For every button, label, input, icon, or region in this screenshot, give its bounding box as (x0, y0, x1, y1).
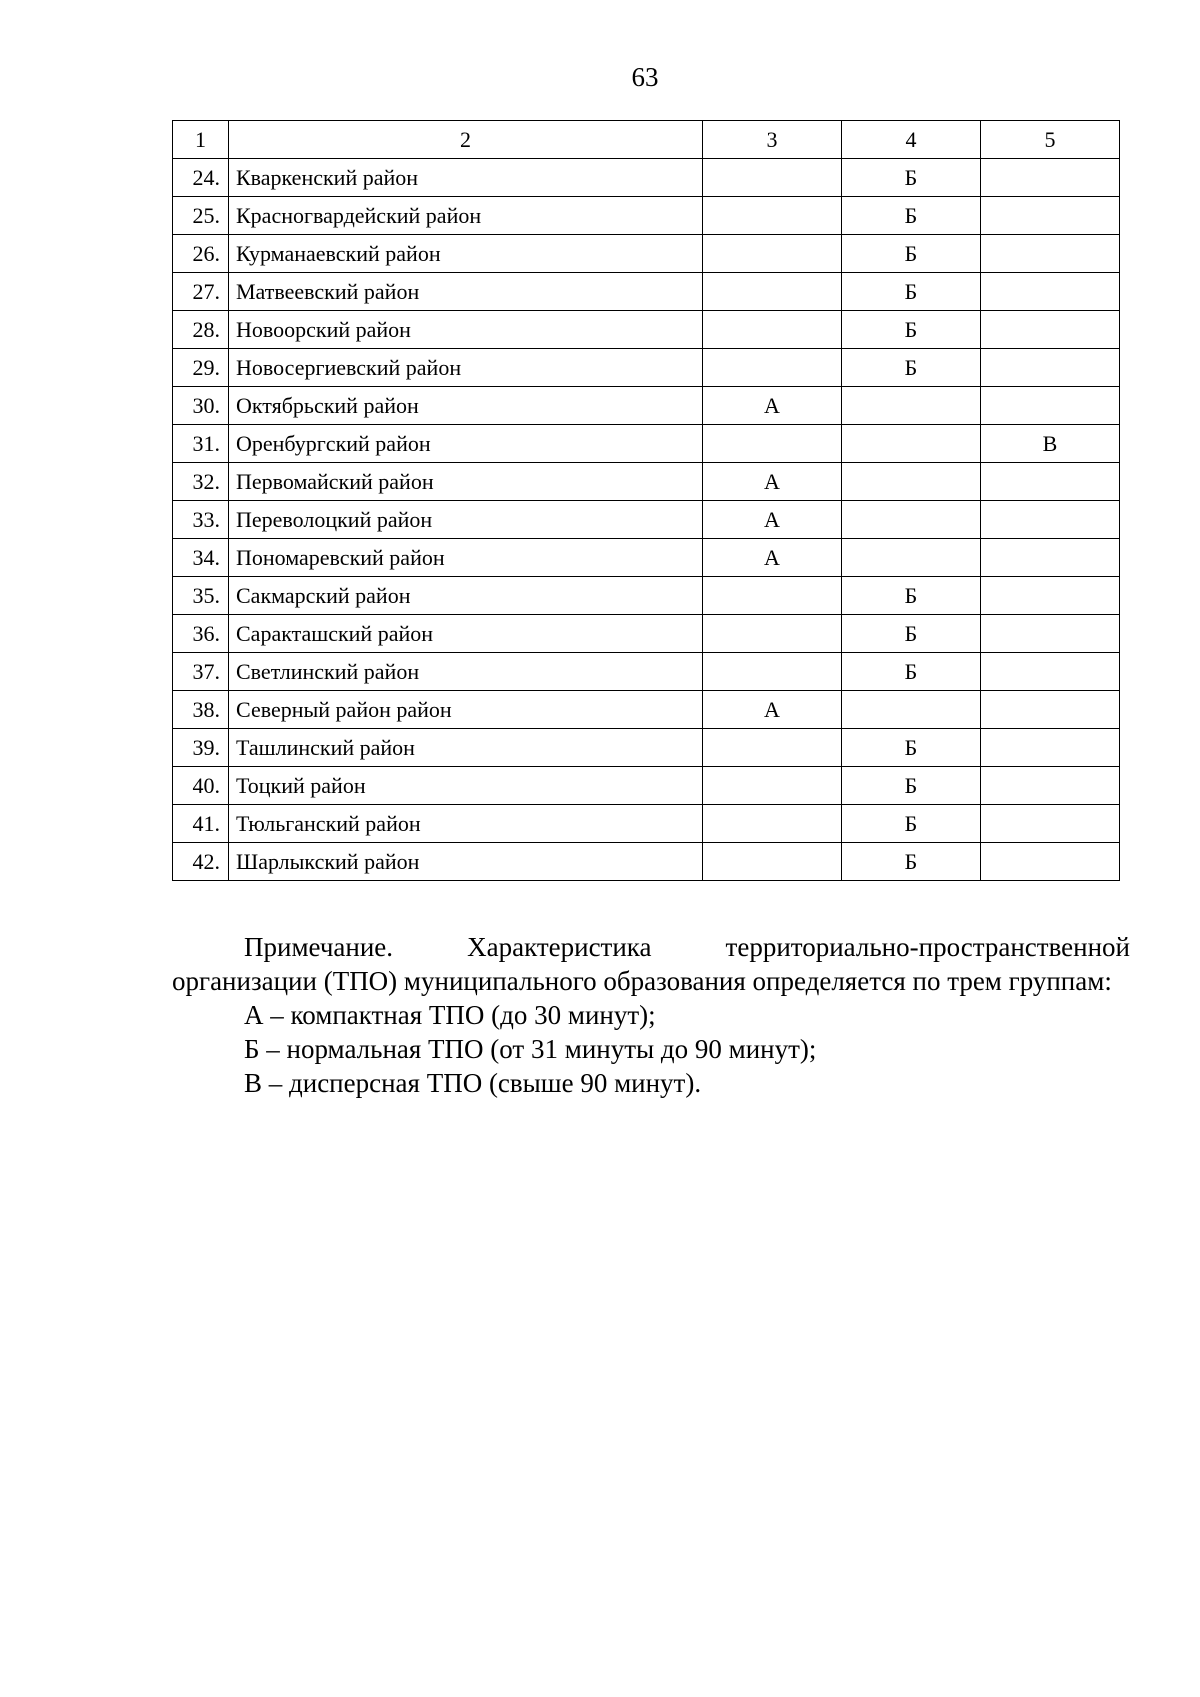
table-row (173, 729, 1120, 767)
group-v-cell (981, 691, 1120, 729)
table-row (173, 273, 1120, 311)
table-row (173, 425, 1120, 463)
group-a-cell (703, 805, 842, 843)
page-number: 63 (631, 62, 659, 92)
row-number-cell: 31. (173, 425, 229, 463)
table-row (173, 577, 1120, 615)
group-b-cell: Б (842, 197, 981, 235)
column-header: 4 (842, 121, 981, 159)
district-name-cell: Оренбургский район (229, 425, 703, 463)
table-row (173, 653, 1120, 691)
group-b-cell: Б (842, 159, 981, 197)
table-header-row (173, 121, 1120, 159)
group-v-cell (981, 653, 1120, 691)
district-name-cell: Тоцкий район (229, 767, 703, 805)
district-name-cell: Переволоцкий район (229, 501, 703, 539)
district-name-cell: Северный район район (229, 691, 703, 729)
group-b-cell: Б (842, 577, 981, 615)
district-name-cell: Новосергиевский район (229, 349, 703, 387)
table-row (173, 615, 1120, 653)
group-a-cell (703, 159, 842, 197)
group-a-cell (703, 273, 842, 311)
table-row (173, 311, 1120, 349)
group-a-cell: А (703, 539, 842, 577)
row-number-cell: 37. (173, 653, 229, 691)
district-name-cell: Светлинский район (229, 653, 703, 691)
group-v-cell (981, 767, 1120, 805)
group-v-cell (981, 159, 1120, 197)
group-a-cell (703, 615, 842, 653)
group-a-cell (703, 729, 842, 767)
district-name-cell: Курманаевский район (229, 235, 703, 273)
group-b-cell (842, 691, 981, 729)
group-a-cell (703, 577, 842, 615)
group-b-cell (842, 425, 981, 463)
table-row (173, 843, 1120, 881)
group-a-cell: А (703, 501, 842, 539)
table-row (173, 387, 1120, 425)
table-row (173, 463, 1120, 501)
group-a-cell: А (703, 463, 842, 501)
group-a-cell (703, 843, 842, 881)
row-number-cell: 32. (173, 463, 229, 501)
table-row (173, 767, 1120, 805)
district-name-cell: Шарлыкский район (229, 843, 703, 881)
group-b-cell: Б (842, 273, 981, 311)
district-name-cell: Новоорский район (229, 311, 703, 349)
group-v-cell (981, 615, 1120, 653)
row-number-cell: 24. (173, 159, 229, 197)
group-v-cell (981, 273, 1120, 311)
row-number-cell: 25. (173, 197, 229, 235)
group-v-cell (981, 805, 1120, 843)
group-b-cell: Б (842, 729, 981, 767)
district-name-cell: Ташлинский район (229, 729, 703, 767)
group-b-cell: Б (842, 311, 981, 349)
row-number-cell: 28. (173, 311, 229, 349)
district-name-cell: Саракташский район (229, 615, 703, 653)
group-a-cell (703, 653, 842, 691)
group-b-cell (842, 387, 981, 425)
column-header: 3 (703, 121, 842, 159)
row-number-cell: 34. (173, 539, 229, 577)
group-a-cell: А (703, 387, 842, 425)
table-row (173, 349, 1120, 387)
group-v-cell (981, 311, 1120, 349)
note-block (172, 930, 1130, 1100)
group-v-cell (981, 197, 1120, 235)
group-b-cell: Б (842, 843, 981, 881)
row-number-cell: 39. (173, 729, 229, 767)
table-row (173, 691, 1120, 729)
group-v-cell (981, 463, 1120, 501)
group-b-cell: Б (842, 615, 981, 653)
column-header: 2 (229, 121, 703, 159)
group-a-cell: А (703, 691, 842, 729)
group-v-cell (981, 501, 1120, 539)
group-v-cell (981, 387, 1120, 425)
group-b-cell: Б (842, 805, 981, 843)
group-a-cell (703, 767, 842, 805)
group-b-cell: Б (842, 349, 981, 387)
table-body (173, 159, 1120, 881)
row-number-cell: 40. (173, 767, 229, 805)
row-number-cell: 41. (173, 805, 229, 843)
district-name-cell: Матвеевский район (229, 273, 703, 311)
row-number-cell: 26. (173, 235, 229, 273)
district-name-cell: Сакмарский район (229, 577, 703, 615)
district-name-cell: Пономаревский район (229, 539, 703, 577)
row-number-cell: 36. (173, 615, 229, 653)
column-header: 5 (981, 121, 1120, 159)
group-b-cell (842, 539, 981, 577)
table-row (173, 501, 1120, 539)
row-number-cell: 42. (173, 843, 229, 881)
group-b-cell: Б (842, 767, 981, 805)
row-number-cell: 27. (173, 273, 229, 311)
group-a-cell (703, 311, 842, 349)
district-name-cell: Октябрьский район (229, 387, 703, 425)
table-row (173, 539, 1120, 577)
group-b-cell (842, 463, 981, 501)
group-a-cell (703, 349, 842, 387)
districts-table (172, 120, 1120, 881)
group-v-cell: В (981, 425, 1120, 463)
note-item: Б – нормальная ТПО (от 31 минуты до 90 минут); (244, 1034, 817, 1064)
row-number-cell: 35. (173, 577, 229, 615)
group-v-cell (981, 729, 1120, 767)
district-name-cell: Тюльганский район (229, 805, 703, 843)
group-v-cell (981, 843, 1120, 881)
group-a-cell (703, 425, 842, 463)
group-b-cell (842, 501, 981, 539)
table-row (173, 805, 1120, 843)
note-item: А – компактная ТПО (до 30 минут); (244, 1000, 656, 1030)
row-number-cell: 38. (173, 691, 229, 729)
table-row (173, 197, 1120, 235)
note-item: В – дисперсная ТПО (свыше 90 минут). (244, 1068, 702, 1098)
group-a-cell (703, 235, 842, 273)
row-number-cell: 29. (173, 349, 229, 387)
note-intro: Примечание. Характеристика территориально-пространственной организации (ТПО) муниципального образования определяется по трем группам: (172, 932, 1130, 996)
group-v-cell (981, 235, 1120, 273)
group-v-cell (981, 349, 1120, 387)
group-v-cell (981, 539, 1120, 577)
group-b-cell: Б (842, 235, 981, 273)
district-name-cell: Первомайский район (229, 463, 703, 501)
district-name-cell: Кваркенский район (229, 159, 703, 197)
column-header: 1 (173, 121, 229, 159)
group-a-cell (703, 197, 842, 235)
row-number-cell: 33. (173, 501, 229, 539)
row-number-cell: 30. (173, 387, 229, 425)
district-name-cell: Красногвардейский район (229, 197, 703, 235)
group-v-cell (981, 577, 1120, 615)
table-row (173, 159, 1120, 197)
group-b-cell: Б (842, 653, 981, 691)
table-row (173, 235, 1120, 273)
